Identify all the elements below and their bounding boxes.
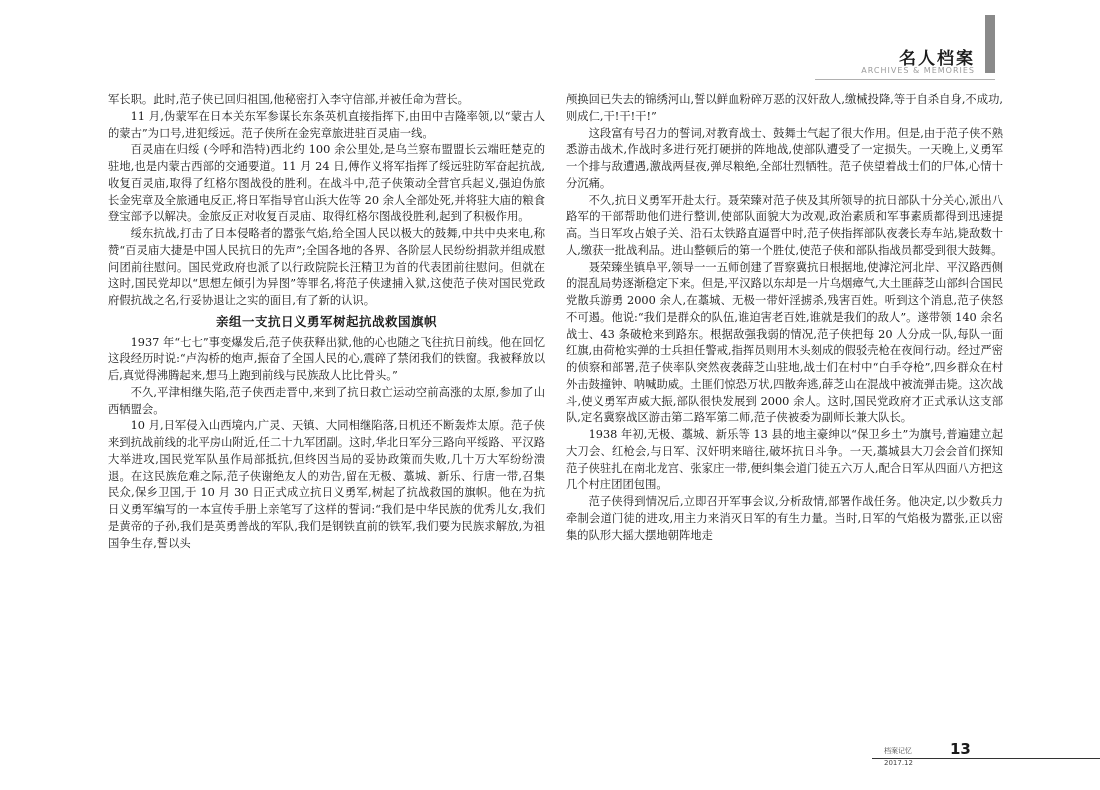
section-subtitle: ARCHIVES & MEMORIES [861, 66, 975, 75]
left-column [108, 92, 545, 552]
paragraph: 百灵庙在归绥 (今呼和浩特)西北约 100 余公里处,是乌兰察布盟盟长云端旺楚克的驻地,也是内蒙古西部的交通要道。11 月 24 日,傅作义将军指挥了绥远驻防军奋起抗战,收复百灵庙,取得了红格尔图战役的胜利。在战斗中,范子侠策动全营官兵起义,强迫伪旅长金宪章及全旅通电反正,将日军指导官山浜大佐等 20 余人全部处死,并将驻大庙的粮食登宝部予以解决。金旅反正对收复百灵庙、取得红格尔图战役胜利,起到了积极作用。 [108, 143, 545, 224]
issue-date: 2017.12 [884, 759, 913, 767]
header-accent-bar [985, 15, 995, 73]
paragraph: 范子侠得到情况后,立即召开军事会议,分析敌情,部署作战任务。他决定,以少数兵力牵制会道门徒的进攻,用主力来消灭日军的有生力量。当时,日军的气焰极为嚣张,正以密集的队形大摇大摆地朝阵地走 [566, 495, 1003, 542]
paragraph: 军长职。此时,范子侠已回归祖国,他秘密打入李守信部,并被任命为营长。 [108, 93, 469, 106]
paragraph: 颅换回已失去的锦绣河山,誓以鲜血粉碎万恶的汉奸敌人,缴械投降,等于自杀自身,不成功,则成仁,干!干!干!” [566, 93, 1003, 123]
paragraph: 10 月,日军侵入山西境内,广灵、天镇、大同相继陷落,日机还不断轰炸太原。范子侠来到抗战前线的北平房山附近,任二十九军团副。这时,华北日军分三路向平绥路、平汉路大举进攻,国民党军队虽作局部抵抗,但终因当局的妥协政策而失败,几十万大军纷纷溃退。在这民族危难之际,范子侠谢绝友人的劝告,留在无极、藁城、新乐、行唐一带,召集民众,保乡卫国,于 10 月 30 日正式成立抗日义勇军,树起了抗战救国的旗帜。他在为抗日义勇军编写的一本宣传手册上亲笔写了这样的誓词:“我们是中华民族的优秀儿女,我们是黄帝的子孙,我们是英勇善战的军队,我们是钢铁直前的铁军,我们要为民族求解放,为祖国争生存,誓以头 [108, 419, 545, 550]
paragraph: 这段富有号召力的誓词,对教育战士、鼓舞士气起了很大作用。但是,由于范子侠不熟悉游击战术,作战时多进行死打硬拼的阵地战,使部队遭受了一定损失。一天晚上,义勇军一个排与敌遭遇,激战两昼夜,弹尽粮绝,全部壮烈牺牲。范子侠望着战士们的尸体,心情十分沉痛。 [566, 126, 1003, 190]
paragraph: 聂荣臻坐镇阜平,领导一一五师创建了晋察冀抗日根据地,使滹沱河北岸、平汉路西侧的混乱局势逐渐稳定下来。但是,平汉路以东却是一片乌烟瘴气,大土匪薛芝山部纠合国民党散兵游勇 2000 余人,在藁城、无极一带奸淫掳杀,残害百姓。听到这个消息,范子侠怒不可遏。他说:“我们是群众的队伍,谁迫害老百姓,谁就是我们的敌人”。遂带领 140 余名战士、43 条破枪来到路东。根据敌强我弱的情况,范子侠把每 20 人分成一队,每队一面红旗,由荷枪实弹的士兵担任警戒,指挥员则用木头刻成的假驳壳枪在夜间行动。经过严密的侦察和部署,范子侠率队突然夜袭薛芝山驻地,战士们在村中“白手夺枪”,四乡群众在村外击鼓撞钟、呐喊助威。土匪们惊恐万状,四散奔逃,薛芝山在混战中被流弹击毙。这次战斗,使义勇军声威大振,部队很快发展到 2000 余人。这时,国民党政府才正式承认这支部队,定名冀察战区游击第二路军第二师,范子侠被委为副师长兼大队长。 [566, 260, 1003, 425]
paragraph: 1937 年“七七”事变爆发后,范子侠获释出狱,他的心也随之飞往抗日前线。他在回忆这段经历时说:“卢沟桥的炮声,振奋了全国人民的心,震碎了禁闭我们的铁窗。我被释放以后,真觉得沸腾起来,想马上跑到前线与民族敌人比比骨头。” [108, 335, 545, 382]
paragraph: 不久,抗日义勇军开赴太行。聂荣臻对范子侠及其所领导的抗日部队十分关心,派出八路军的干部帮助他们进行整训,使部队面貌大为改观,政治素质和军事素质都得到迅速提高。当日军攻占娘子关、沿石太铁路直逼晋中时,范子侠指挥部队夜袭长寿车站,毙敌数十人,缴获一批战利品。进山整顿后的第一个胜仗,使范子侠和部队指战员都受到很大鼓舞。 [566, 193, 1003, 257]
paragraph: 1938 年初,无极、藁城、新乐等 13 县的地主豪绅以“保卫乡土”为旗号,普遍建立起大刀会、红枪会,与日军、汉奸明来暗往,破坏抗日斗争。一天,藁城县大刀会会首们探知范子侠驻扎在南北龙宫、张家庄一带,便纠集会道门徒五六万人,配合日军从四面八方把这几个村庄团团包围。 [566, 428, 1003, 492]
paragraph: 绥东抗战,打击了日本侵略者的嚣张气焰,给全国人民以极大的鼓舞,中共中央来电,称赞“百灵庙大捷是中国人民抗日的先声”;全国各地的各界、各阶层人民纷纷捐款并组成慰问团前往慰问。国民党政府也派了以行政院院长汪精卫为首的代表团前往慰问。但就在这时,国民党却以“思想左倾引为异图”等罪名,将范子侠逮捕入狱,这使范子侠对国民党政府假抗战之名,行妥协退让之实的面目,有了新的认识。 [108, 227, 545, 307]
section-heading: 亲组一支抗日义勇军树起抗战救国旗帜 [215, 313, 437, 329]
page-number: 13 [950, 740, 971, 758]
paragraph: 11 月,伪蒙军在日本关东军参谋长东条英机直接指挥下,由田中吉隆率领,以“蒙古人的蒙古”为口号,进犯绥远。范子侠所在金宪章旅进驻百灵庙一线。 [108, 109, 545, 140]
journal-name: 档案记忆 [884, 747, 912, 755]
header-divider [815, 79, 995, 80]
section-title: 名人档案 [899, 49, 975, 69]
paragraph: 不久,平津相继失陷,范子侠西走晋中,来到了抗日救亡运动空前高涨的太原,参加了山西牺盟会。 [108, 385, 545, 416]
right-column [566, 92, 1003, 544]
